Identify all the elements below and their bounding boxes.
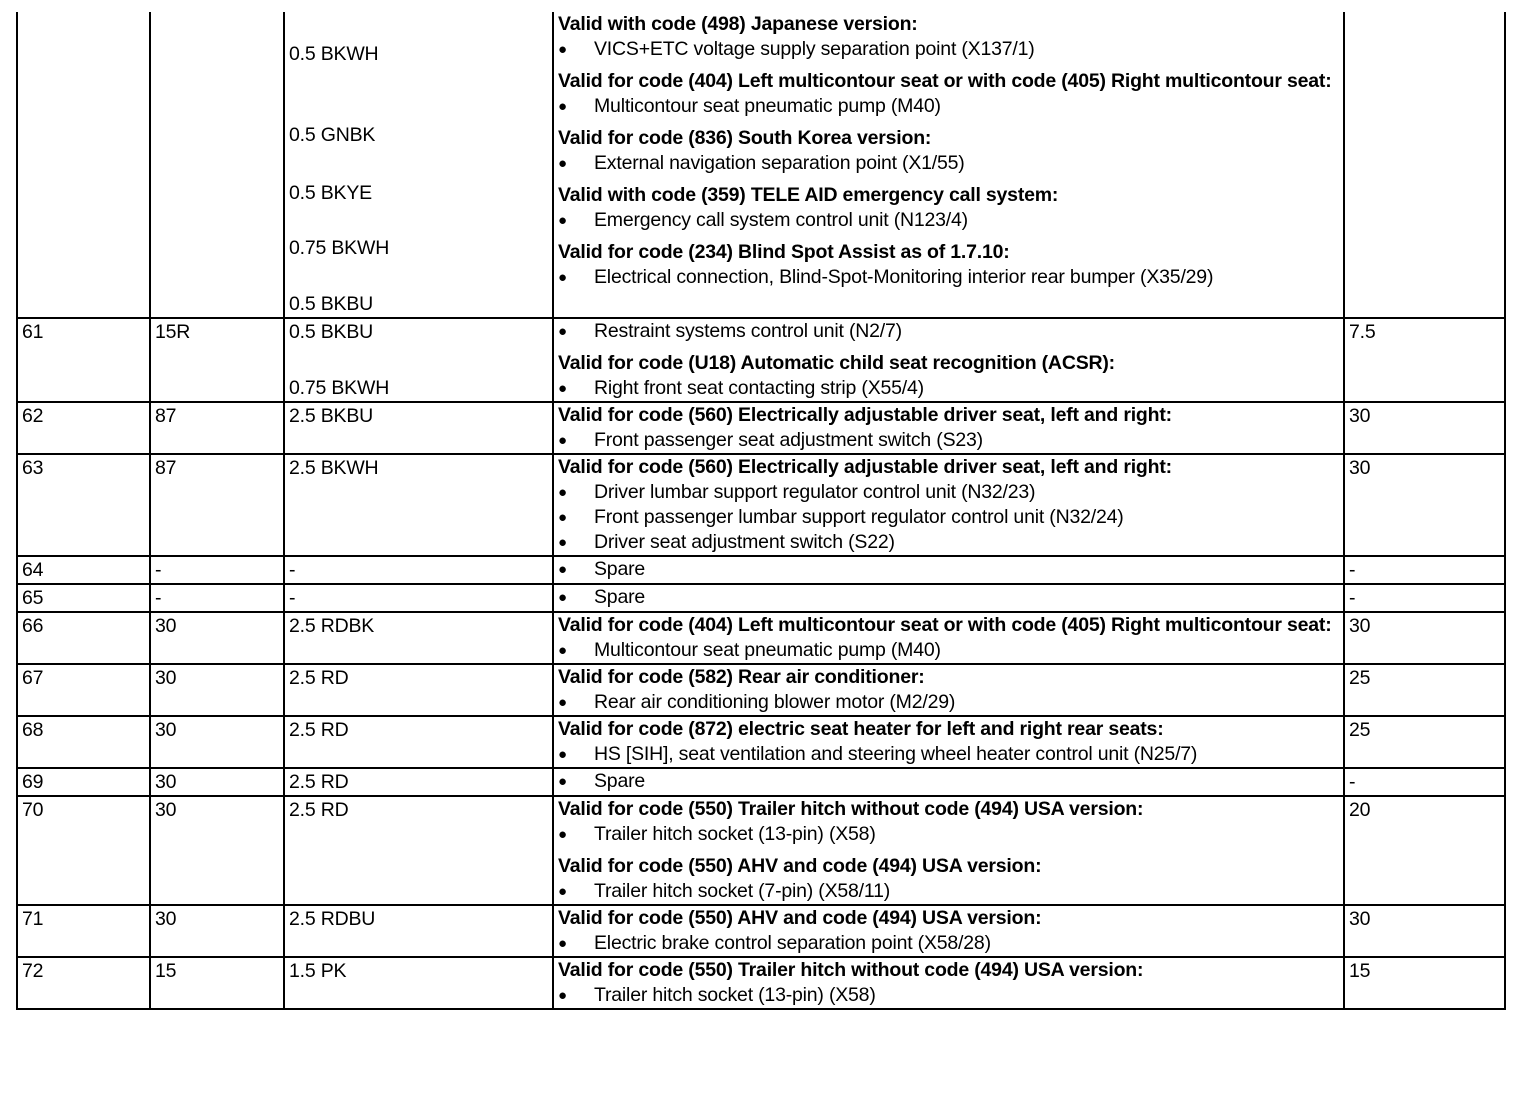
description-group — [558, 585, 1339, 610]
pin-number: 72 — [22, 960, 44, 982]
table-row — [17, 905, 1505, 957]
fuse-rating: 25 — [1349, 667, 1371, 689]
terminal-cell — [150, 12, 284, 318]
wire-cross-section: - — [289, 587, 296, 609]
terminal-value: 30 — [155, 908, 177, 930]
table-row — [17, 716, 1505, 768]
pin-number: 63 — [22, 457, 44, 479]
bullet-icon: ● — [558, 534, 567, 551]
pin-cell — [17, 957, 150, 1009]
bullet-icon: ● — [558, 746, 567, 763]
fuse-rating-cell — [1344, 584, 1505, 612]
description-group — [558, 319, 1339, 344]
fuse-rating: - — [1349, 771, 1356, 793]
fuse-rating: 20 — [1349, 799, 1371, 821]
component-list-item — [558, 151, 1339, 176]
pin-number: 66 — [22, 615, 44, 637]
fuse-rating: 15 — [1349, 960, 1371, 982]
table-row — [17, 12, 1505, 318]
pin-cell — [17, 716, 150, 768]
terminal-cell — [150, 402, 284, 454]
description-group — [558, 613, 1339, 663]
description-cell — [553, 716, 1344, 768]
description-cell — [553, 664, 1344, 716]
component-list-item — [558, 319, 1339, 344]
bullet-icon: ● — [558, 432, 567, 449]
terminal-value: 87 — [155, 457, 177, 479]
validity-heading: Valid for code (404) Left multicontour seat or with code (405) Right multicontour seat: — [558, 70, 1332, 92]
validity-heading: Valid with code (498) Japanese version: — [558, 13, 918, 35]
wire-cross-section: 2.5 RD — [289, 771, 349, 793]
pin-cell — [17, 768, 150, 796]
component-list-item — [558, 530, 1339, 555]
wire-cross-section: - — [289, 559, 296, 581]
description-cell — [553, 318, 1344, 402]
terminal-cell — [150, 768, 284, 796]
terminal-cell — [150, 612, 284, 664]
component-label: Trailer hitch socket (13-pin) (X58) — [594, 984, 876, 1006]
description-cell — [553, 612, 1344, 664]
table-row — [17, 402, 1505, 454]
fuse-rating-cell — [1344, 796, 1505, 905]
component-label: Trailer hitch socket (13-pin) (X58) — [594, 823, 876, 845]
pin-number: 65 — [22, 587, 44, 609]
fuse-rating: 30 — [1349, 405, 1371, 427]
component-label: Spare — [594, 586, 646, 608]
component-list-item — [558, 585, 1339, 610]
wire-cell — [284, 584, 553, 612]
description-cell — [553, 957, 1344, 1009]
bullet-icon: ● — [558, 380, 567, 397]
pin-cell — [17, 12, 150, 318]
terminal-value: - — [155, 559, 162, 581]
wire-cross-section: 2.5 RD — [289, 799, 349, 821]
bullet-icon: ● — [558, 773, 567, 790]
description-group — [558, 240, 1339, 290]
wire-cross-section: 2.5 BKWH — [289, 457, 379, 479]
table-row — [17, 584, 1505, 612]
component-label: Rear air conditioning blower motor (M2/29) — [594, 691, 956, 713]
terminal-value: 15 — [155, 960, 177, 982]
pin-number: 68 — [22, 719, 44, 741]
pin-cell — [17, 905, 150, 957]
wire-cell — [284, 716, 553, 768]
description-group — [558, 797, 1339, 847]
description-group — [558, 351, 1339, 401]
bullet-icon: ● — [558, 323, 567, 340]
component-list-item — [558, 208, 1339, 233]
wire-cross-section: 0.5 GNBK — [289, 124, 376, 146]
fuse-rating: 30 — [1349, 457, 1371, 479]
wire-cell — [284, 612, 553, 664]
terminal-value: 30 — [155, 667, 177, 689]
wire-cross-section: 0.5 BKBU — [289, 293, 374, 315]
wire-cell — [284, 12, 553, 318]
component-label: Trailer hitch socket (7-pin) (X58/11) — [594, 880, 891, 902]
validity-heading: Valid for code (560) Electrically adjustable driver seat, left and right: — [558, 456, 1172, 478]
validity-heading: Valid for code (U18) Automatic child seat recognition (ACSR): — [558, 352, 1115, 374]
wire-cross-section: 2.5 RDBK — [289, 615, 375, 637]
table-row — [17, 556, 1505, 584]
component-list-item — [558, 505, 1339, 530]
terminal-cell — [150, 716, 284, 768]
component-label: Multicontour seat pneumatic pump (M40) — [594, 639, 941, 661]
component-list-item — [558, 428, 1339, 453]
fuse-rating: - — [1349, 587, 1356, 609]
wire-cell — [284, 664, 553, 716]
pin-cell — [17, 318, 150, 402]
pin-cell — [17, 612, 150, 664]
component-list-item — [558, 983, 1339, 1008]
validity-heading: Valid for code (550) Trailer hitch without code (494) USA version: — [558, 959, 1144, 981]
table-body — [17, 12, 1505, 1009]
component-label: Front passenger seat adjustment switch (S23) — [594, 429, 983, 451]
component-list-item — [558, 638, 1339, 663]
description-group — [558, 958, 1339, 1008]
description-group — [558, 769, 1339, 794]
bullet-icon: ● — [558, 935, 567, 952]
component-list-item — [558, 265, 1339, 290]
bullet-icon: ● — [558, 155, 567, 172]
fuse-rating-cell — [1344, 454, 1505, 556]
wire-cross-section: 0.75 BKWH — [289, 237, 390, 259]
pin-number: 69 — [22, 771, 44, 793]
fuse-rating: 30 — [1349, 615, 1371, 637]
description-group — [558, 557, 1339, 582]
table-row — [17, 768, 1505, 796]
component-list-item — [558, 879, 1339, 904]
pin-number: 67 — [22, 667, 44, 689]
bullet-icon: ● — [558, 509, 567, 526]
terminal-value: - — [155, 587, 162, 609]
wire-cross-section: 0.5 BKBU — [289, 321, 374, 343]
pin-cell — [17, 584, 150, 612]
fuse-rating-cell — [1344, 957, 1505, 1009]
component-list-item — [558, 480, 1339, 505]
description-cell — [553, 12, 1344, 318]
fuse-allocation-table — [16, 12, 1506, 1010]
component-label: Multicontour seat pneumatic pump (M40) — [594, 95, 941, 117]
wire-cross-section: 2.5 RD — [289, 667, 349, 689]
terminal-value: 87 — [155, 405, 177, 427]
wire-cell — [284, 796, 553, 905]
description-group — [558, 854, 1339, 904]
description-cell — [553, 454, 1344, 556]
wire-cross-section: 2.5 RDBU — [289, 908, 376, 930]
terminal-cell — [150, 905, 284, 957]
validity-heading: Valid for code (234) Blind Spot Assist as of 1.7.10: — [558, 241, 1010, 263]
bullet-icon: ● — [558, 269, 567, 286]
validity-heading: Valid for code (560) Electrically adjustable driver seat, left and right: — [558, 404, 1172, 426]
wire-cross-section: 0.5 BKWH — [289, 43, 379, 65]
pin-number: 71 — [22, 908, 44, 930]
fuse-rating-cell — [1344, 12, 1505, 318]
pin-cell — [17, 556, 150, 584]
bullet-icon: ● — [558, 41, 567, 58]
description-group — [558, 69, 1339, 119]
component-label: Right front seat contacting strip (X55/4) — [594, 377, 924, 399]
component-label: Front passenger lumbar support regulator control unit (N32/24) — [594, 506, 1124, 528]
pin-cell — [17, 664, 150, 716]
bullet-icon: ● — [558, 589, 567, 606]
wire-cross-section: 2.5 BKBU — [289, 405, 374, 427]
bullet-icon: ● — [558, 642, 567, 659]
description-cell — [553, 768, 1344, 796]
terminal-cell — [150, 796, 284, 905]
validity-heading: Valid for code (550) AHV and code (494) USA version: — [558, 907, 1042, 929]
wire-cell — [284, 556, 553, 584]
wire-cell — [284, 768, 553, 796]
terminal-cell — [150, 664, 284, 716]
table-row — [17, 957, 1505, 1009]
fuse-rating-cell — [1344, 612, 1505, 664]
wire-cross-section: 0.75 BKWH — [289, 377, 390, 399]
description-group — [558, 906, 1339, 956]
fuse-rating-cell — [1344, 905, 1505, 957]
validity-heading: Valid for code (550) Trailer hitch without code (494) USA version: — [558, 798, 1144, 820]
description-group — [558, 717, 1339, 767]
description-group — [558, 183, 1339, 233]
wire-cross-section: 2.5 RD — [289, 719, 349, 741]
bullet-icon: ● — [558, 826, 567, 843]
fuse-rating: - — [1349, 559, 1356, 581]
terminal-cell — [150, 556, 284, 584]
component-label: Emergency call system control unit (N123/4) — [594, 209, 968, 231]
table-row — [17, 454, 1505, 556]
fuse-rating-cell — [1344, 402, 1505, 454]
fuse-rating-cell — [1344, 556, 1505, 584]
component-label: Driver lumbar support regulator control unit (N32/23) — [594, 481, 1036, 503]
fuse-rating-cell — [1344, 716, 1505, 768]
pin-number: 70 — [22, 799, 44, 821]
component-list-item — [558, 931, 1339, 956]
description-cell — [553, 796, 1344, 905]
component-list-item — [558, 94, 1339, 119]
validity-heading: Valid for code (872) electric seat heater for left and right rear seats: — [558, 718, 1164, 740]
fuse-rating-cell — [1344, 664, 1505, 716]
component-list-item — [558, 557, 1339, 582]
wire-cross-section: 1.5 PK — [289, 960, 347, 982]
description-group — [558, 126, 1339, 176]
wire-cell — [284, 957, 553, 1009]
component-label: Restraint systems control unit (N2/7) — [594, 320, 902, 342]
description-cell — [553, 402, 1344, 454]
component-label: External navigation separation point (X1/55) — [594, 152, 965, 174]
terminal-cell — [150, 318, 284, 402]
component-list-item — [558, 690, 1339, 715]
table-row — [17, 796, 1505, 905]
component-label: VICS+ETC voltage supply separation point (X137/1) — [594, 38, 1035, 60]
component-label: HS [SIH], seat ventilation and steering wheel heater control unit (N25/7) — [594, 743, 1198, 765]
pin-cell — [17, 454, 150, 556]
description-group — [558, 403, 1339, 453]
description-group — [558, 665, 1339, 715]
terminal-cell — [150, 454, 284, 556]
pin-number: 62 — [22, 405, 44, 427]
wire-cross-section: 0.5 BKYE — [289, 182, 372, 204]
pin-number: 61 — [22, 321, 44, 343]
terminal-value — [155, 12, 279, 38]
terminal-value: 30 — [155, 719, 177, 741]
terminal-cell — [150, 957, 284, 1009]
description-cell — [553, 905, 1344, 957]
pin-number — [22, 12, 145, 38]
table-row — [17, 612, 1505, 664]
fuse-rating-cell — [1344, 768, 1505, 796]
component-label: Spare — [594, 770, 646, 792]
bullet-icon: ● — [558, 212, 567, 229]
bullet-icon: ● — [558, 561, 567, 578]
component-list-item — [558, 37, 1339, 62]
fuse-allocation-table-wrapper — [16, 12, 1504, 1010]
component-list-item — [558, 376, 1339, 401]
pin-number: 64 — [22, 559, 44, 581]
component-label: Electrical connection, Blind-Spot-Monitoring interior rear bumper (X35/29) — [594, 266, 1214, 288]
bullet-icon: ● — [558, 98, 567, 115]
component-list-item — [558, 742, 1339, 767]
bullet-icon: ● — [558, 694, 567, 711]
validity-heading: Valid for code (582) Rear air conditioner: — [558, 666, 925, 688]
description-group — [558, 455, 1339, 555]
bullet-icon: ● — [558, 987, 567, 1004]
fuse-rating: 30 — [1349, 908, 1371, 930]
terminal-value: 15R — [155, 321, 191, 343]
fuse-rating: 7.5 — [1349, 321, 1376, 343]
terminal-cell — [150, 584, 284, 612]
terminal-value: 30 — [155, 615, 177, 637]
validity-heading: Valid with code (359) TELE AID emergency call system: — [558, 184, 1059, 206]
wire-cell — [284, 402, 553, 454]
description-cell — [553, 584, 1344, 612]
component-label: Driver seat adjustment switch (S22) — [594, 531, 895, 553]
component-label: Electric brake control separation point (X58/28) — [594, 932, 991, 954]
description-cell — [553, 556, 1344, 584]
table-row — [17, 664, 1505, 716]
terminal-value: 30 — [155, 799, 177, 821]
fuse-rating — [1349, 12, 1500, 38]
terminal-value: 30 — [155, 771, 177, 793]
fuse-rating-cell — [1344, 318, 1505, 402]
fuse-rating: 25 — [1349, 719, 1371, 741]
component-label: Spare — [594, 558, 646, 580]
description-group — [558, 12, 1339, 62]
pin-cell — [17, 796, 150, 905]
bullet-icon: ● — [558, 883, 567, 900]
validity-heading: Valid for code (836) South Korea version: — [558, 127, 932, 149]
wire-cell — [284, 905, 553, 957]
wire-cell — [284, 318, 553, 402]
table-row — [17, 318, 1505, 402]
bullet-icon: ● — [558, 484, 567, 501]
validity-heading: Valid for code (550) AHV and code (494) USA version: — [558, 855, 1042, 877]
component-list-item — [558, 822, 1339, 847]
validity-heading: Valid for code (404) Left multicontour seat or with code (405) Right multicontour seat: — [558, 614, 1332, 636]
component-list-item — [558, 769, 1339, 794]
wire-cell — [284, 454, 553, 556]
pin-cell — [17, 402, 150, 454]
